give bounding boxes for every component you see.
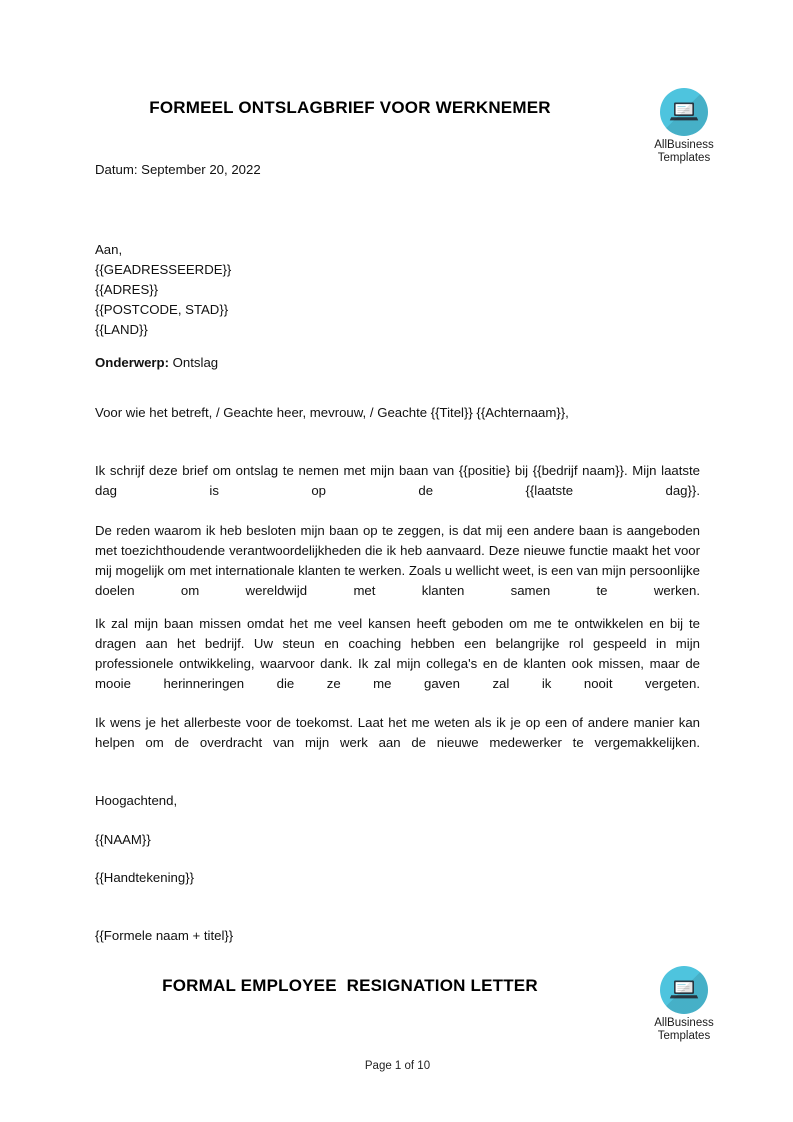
address-line-1: Aan, bbox=[95, 242, 123, 257]
laptop-icon bbox=[660, 966, 708, 1014]
closing-line: Hoogachtend, bbox=[95, 793, 178, 808]
footer-page-number: Page 1 of 10 bbox=[364, 1060, 431, 1072]
body-paragraph-3-text: Ik zal mijn baan missen omdat het me veel kansen heeft geboden om me te ontwikkelen en bij te dragen aan het bedrijf. Uw steun en coaching hebben een belangrijke rol gespeeld in mijn professionele ontwikkeling, waarvoor dank. Ik zal mijn collega's en de klanten ook missen, maar de mooie herinneringen die ze me gaven zal ik nooit vergeten. bbox=[95, 616, 700, 691]
salutation-line: Voor wie het betreft, / Geachte heer, mevrouw, / Geachte {{Titel}} {{Achternaam}}, bbox=[95, 405, 569, 420]
address-block bbox=[95, 240, 700, 340]
subject-line bbox=[95, 353, 700, 373]
body-paragraph-3 bbox=[95, 614, 700, 714]
page-title-top: FORMEEL ONTSLAGBRIEF VOOR WERKNEMER bbox=[149, 98, 551, 117]
laptop-icon bbox=[660, 88, 708, 136]
address-line-4: {{POSTCODE, STAD}} bbox=[95, 302, 229, 317]
logo-text-line1: AllBusiness bbox=[654, 139, 714, 151]
subject-label: Onderwerp: bbox=[95, 355, 170, 370]
body-paragraph-4 bbox=[95, 713, 700, 773]
logo-text bbox=[642, 1017, 726, 1043]
address-line-5: {{LAND}} bbox=[95, 322, 148, 337]
name-placeholder: {{NAAM}} bbox=[95, 832, 151, 847]
subject-value: Ontslag bbox=[169, 355, 219, 370]
logo-text-line2: Templates bbox=[657, 1030, 711, 1042]
signature-placeholder: {{Handtekening}} bbox=[95, 870, 195, 885]
logo-text-line2: Templates bbox=[657, 152, 711, 164]
brand-logo-top bbox=[642, 88, 726, 165]
body-paragraph-1 bbox=[95, 461, 700, 521]
logo-shadow bbox=[660, 88, 708, 136]
page-title-bottom: FORMAL EMPLOYEE RESIGNATION LETTER bbox=[162, 976, 538, 995]
body-paragraph-1-text: Ik schrijf deze brief om ontslag te nemen met mijn baan van {{positie} bij {{bedrijf naam}}. Mijn laatste dag is op de {{laatste dag}}. bbox=[95, 463, 700, 498]
logo-shadow bbox=[660, 966, 708, 1014]
formal-name-placeholder: {{Formele naam + titel}} bbox=[95, 928, 234, 943]
body-paragraph-2 bbox=[95, 521, 700, 621]
body-paragraph-2-text: De reden waarom ik heb besloten mijn baan op te zeggen, is dat mij een andere baan is aangeboden met toezichthoudende verantwoordelijkheden die ik heb aanvaard. Deze nieuwe functie maakt het voor mij mogelijk om met internationale klanten te werken. Zoals u wellicht weet, is een van mijn persoonlijke doelen om wereldwijd met klanten samen te werken. bbox=[95, 523, 700, 598]
body-paragraph-4-text: Ik wens je het allerbeste voor de toekomst. Laat het me weten als ik je op een of andere manier kan helpen om de overdracht van mijn werk aan de nieuwe medewerker te vergemakkelijken. bbox=[95, 715, 700, 750]
logo-text-line1: AllBusiness bbox=[654, 1017, 714, 1029]
date-line: Datum: September 20, 2022 bbox=[95, 162, 261, 177]
brand-logo-bottom bbox=[642, 966, 726, 1043]
address-line-3: {{ADRES}} bbox=[95, 282, 159, 297]
address-line-2: {{GEADRESSEERDE}} bbox=[95, 262, 232, 277]
